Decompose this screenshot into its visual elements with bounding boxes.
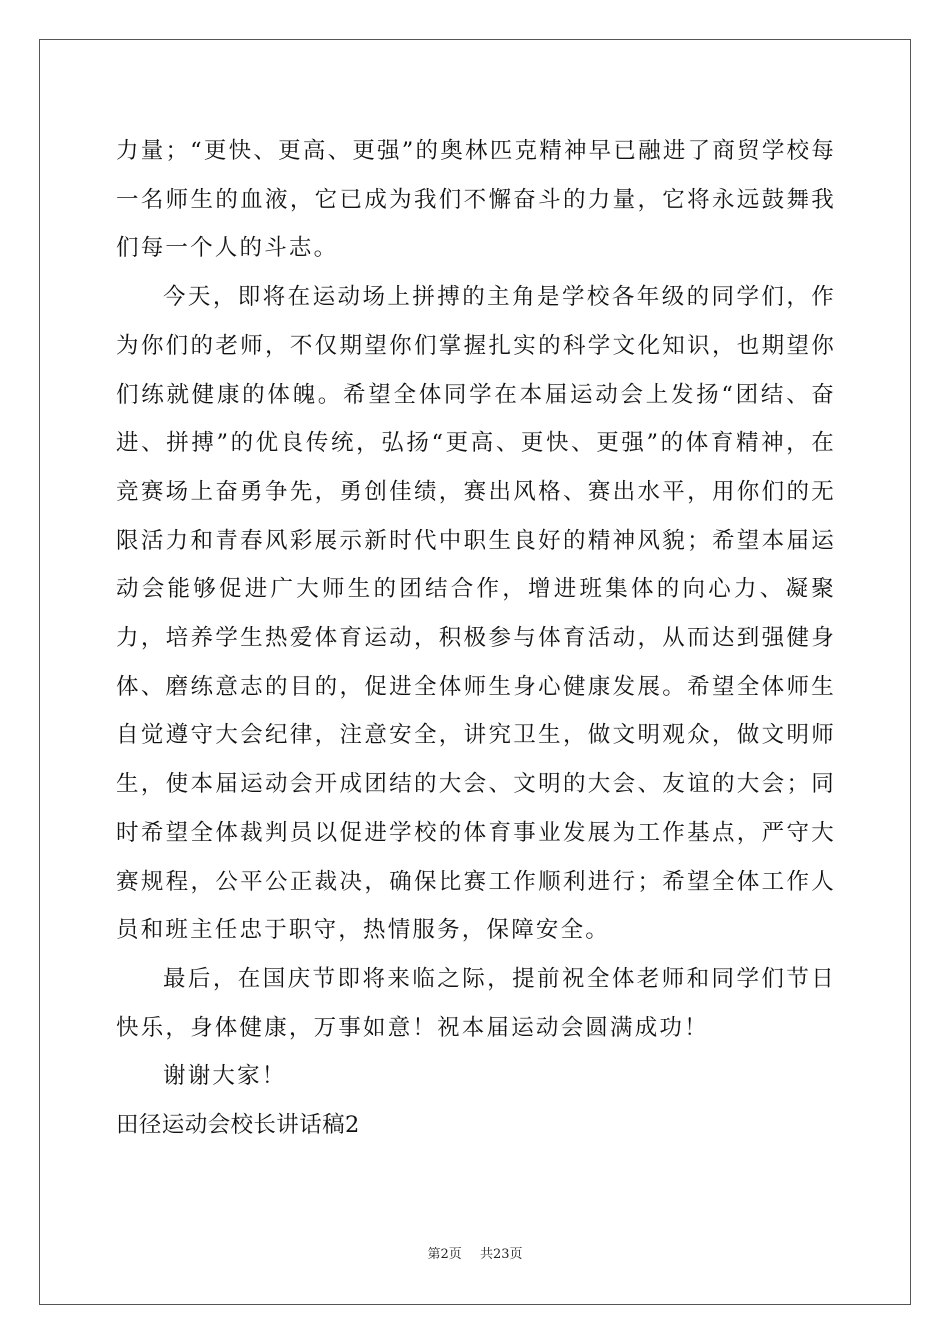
paragraph-3: 最后，在国庆节即将来临之际，提前祝全体老师和同学们节日快乐，身体健康，万事如意！祝本届运动会圆满成功！ (116, 965, 836, 1041)
section-heading: 田径运动会校长讲话稿2 (116, 1112, 360, 1139)
paragraph-2: 今天，即将在运动场上拼搏的主角是学校各年级的同学们，作为你们的老师，不仅期望你们掌握扎实的科学文化知识，也期望你们练就健康的体魄。希望全体同学在本届运动会上发扬“团结、奋进、拼搏”的优良传统，弘扬“更高、更快、更强”的体育精神，在竞赛场上奋勇争先，勇创佳绩，赛出风格、赛出水平，用你们的无限活力和青春风彩展示新时代中职生良好的精神风貌；希望本届运动会能够促进广大师生的团结合作，增进班集体的向心力、凝聚力，培养学生热爱体育运动，积极参与体育活动，从而达到强健身体、磨练意志的目的，促进全体师生身心健康发展。希望全体师生自觉遵守大会纪律，注意安全，讲究卫生，做文明观众，做文明师生，使本届运动会开成团结的大会、文明的大会、友谊的大会；同时希望全体裁判员以促进学校的体育事业发展为工作基点，严守大赛规程，公平公正裁决，确保比赛工作顺利进行；希望全体工作人员和班主任忠于职守，热情服务，保障安全。 (116, 284, 836, 944)
page-number-total: 共23页 (479, 1247, 523, 1262)
page-number-current: 第2页 (427, 1247, 462, 1262)
page-footer (0, 1246, 950, 1264)
paragraph-4: 谢谢大家！ (163, 1063, 287, 1090)
paragraph-1: 力量；“更快、更高、更强”的奥林匹克精神早已融进了商贸学校每一名师生的血液，它已成为我们不懈奋斗的力量，它将永远鼓舞我们每一个人的斗志。 (116, 138, 836, 262)
document-body (116, 127, 836, 1150)
